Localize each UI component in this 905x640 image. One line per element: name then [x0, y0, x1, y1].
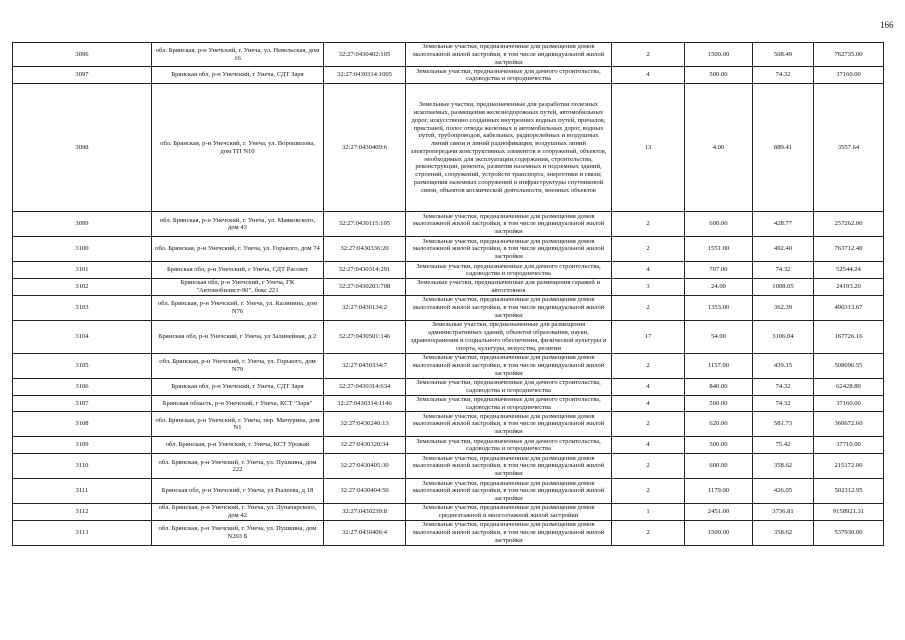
- address-cell: Брянская обл, р-н Унечский, г Унеча, СДТ Заря: [152, 67, 324, 84]
- table-row: [13, 67, 884, 84]
- page-number: 166: [880, 20, 894, 30]
- use-group-cell: 4: [612, 437, 685, 454]
- table-row: [13, 378, 884, 395]
- cadastral-number-cell: 32:27:0430240:13: [324, 412, 406, 437]
- specific-value-cell: 75.42: [753, 437, 814, 454]
- area-cell: 840.00: [685, 378, 753, 395]
- address-cell: Брянская обл, р-н Унечский, г Унеча, ул Залинейная, д 2: [152, 320, 324, 353]
- specific-value-cell: 358.62: [753, 520, 814, 545]
- cadastral-value-cell: 763712.40: [814, 237, 884, 262]
- area-cell: 500.00: [685, 437, 753, 454]
- specific-value-cell: 74.32: [753, 395, 814, 412]
- area-cell: 24.00: [685, 279, 753, 296]
- specific-value-cell: 3106.04: [753, 320, 814, 353]
- specific-value-cell: 74.32: [753, 262, 814, 279]
- area-cell: 1500.00: [685, 520, 753, 545]
- use-group-cell: 4: [612, 262, 685, 279]
- use-group-cell: 17: [612, 320, 685, 353]
- specific-value-cell: 508.49: [753, 43, 814, 67]
- use-group-cell: 1: [612, 504, 685, 521]
- table-row: [13, 412, 884, 437]
- address-cell: обл. Брянская, р-н Унечский, г. Унеча, ул. Ворошилова, дом ТП N10: [152, 84, 324, 212]
- address-cell: обл. Брянская, р-н Унечский, г. Унеча, КСТ Урожай: [152, 437, 324, 454]
- use-group-cell: 2: [612, 412, 685, 437]
- table-row: [13, 320, 884, 353]
- cadastral-register-table: [12, 42, 884, 546]
- record-number-cell: 3098: [13, 84, 152, 212]
- area-cell: 1500.00: [685, 43, 753, 67]
- land-use-cell: Земельные участки, предназначенные для размещения домов малоэтажной жилой застройки, в том числе индивидуальной жилой застройки: [406, 43, 612, 67]
- table-row: [13, 504, 884, 521]
- address-cell: обл. Брянская, р-н Унечский, г. Унеча, ул. Пушкина, дом 222: [152, 454, 324, 479]
- use-group-cell: 4: [612, 378, 685, 395]
- area-cell: 620.00: [685, 412, 753, 437]
- cadastral-number-cell: 32:27:0430402:105: [324, 43, 406, 67]
- address-cell: Брянская обл, р-н Унечский, г Унеча, СДТ Рассвет: [152, 262, 324, 279]
- cadastral-number-cell: 32:27:0430314:634: [324, 378, 406, 395]
- address-cell: Брянская область, р-н Унечский, г Унеча, КСТ "Заря": [152, 395, 324, 412]
- cadastral-value-cell: 762735.00: [814, 43, 884, 67]
- table-row: [13, 479, 884, 504]
- record-number-cell: 3111: [13, 479, 152, 504]
- specific-value-cell: 1008.05: [753, 279, 814, 296]
- use-group-cell: 4: [612, 395, 685, 412]
- area-cell: 600.00: [685, 212, 753, 237]
- table-row: [13, 262, 884, 279]
- record-number-cell: 3104: [13, 320, 152, 353]
- area-cell: 1157.00: [685, 353, 753, 378]
- record-number-cell: 3100: [13, 237, 152, 262]
- table-row: [13, 395, 884, 412]
- cadastral-value-cell: 167726.16: [814, 320, 884, 353]
- use-group-cell: 3: [612, 279, 685, 296]
- specific-value-cell: 426.05: [753, 479, 814, 504]
- address-cell: Брянская обл, р-н Унечский, г Унеча, ул Рылеева, д 18: [152, 479, 324, 504]
- record-number-cell: 3110: [13, 454, 152, 479]
- cadastral-value-cell: 24193.20: [814, 279, 884, 296]
- cadastral-value-cell: 215172.00: [814, 454, 884, 479]
- table-row: [13, 353, 884, 378]
- cadastral-number-cell: 32:27:0430405:30: [324, 454, 406, 479]
- cadastral-number-cell: 32:27:0430314:291: [324, 262, 406, 279]
- specific-value-cell: 889.41: [753, 84, 814, 212]
- cadastral-number-cell: 32:27:0430314:1146: [324, 395, 406, 412]
- address-cell: Брянская обл, р-н Унечский, г Унеча, СДТ Заря: [152, 378, 324, 395]
- land-use-cell: Земельные участки, предназначенные для размещения домов малоэтажной жилой застройки, в том числе индивидуальной жилой застройки: [406, 454, 612, 479]
- register-body: [13, 43, 884, 546]
- area-cell: 707.00: [685, 262, 753, 279]
- land-use-cell: Земельные участки, предназначенные для дачного строительства, садоводства и огородничества: [406, 395, 612, 412]
- cadastral-value-cell: 62428.80: [814, 378, 884, 395]
- cadastral-value-cell: 3557.64: [814, 84, 884, 212]
- area-cell: 500.00: [685, 395, 753, 412]
- area-cell: 1353.00: [685, 295, 753, 320]
- table-row: [13, 237, 884, 262]
- address-cell: обл. Брянская, р-н Унечский, г. Унеча, ул. Невельская, дом 16: [152, 43, 324, 67]
- cadastral-value-cell: 37160.00: [814, 67, 884, 84]
- table-row: [13, 84, 884, 212]
- use-group-cell: 2: [612, 295, 685, 320]
- land-use-cell: Земельные участки, предназначенные для размещения домов малоэтажной жилой застройки, в том числе индивидуальной жилой застройки: [406, 212, 612, 237]
- land-use-cell: Земельные участки, предназначенные для дачного строительства, садоводства и огородничества: [406, 437, 612, 454]
- land-use-cell: Земельные участки, предназначенные для дачного строительства, садоводства и огородничества: [406, 67, 612, 84]
- record-number-cell: 3096: [13, 43, 152, 67]
- area-cell: 2451.00: [685, 504, 753, 521]
- land-use-cell: Земельные участки, предназначенные для размещения домов малоэтажной жилой застройки, в том числе индивидуальной жилой застройки: [406, 237, 612, 262]
- table-row: [13, 520, 884, 545]
- land-use-cell: Земельные участки, предназначенные для размещения гаражей и автостоянок: [406, 279, 612, 296]
- use-group-cell: 2: [612, 237, 685, 262]
- address-cell: обл. Брянская, р-н Унечский, г. Унеча, ул. Луначарского, дом 42: [152, 504, 324, 521]
- cadastral-value-cell: 52544.24: [814, 262, 884, 279]
- area-cell: 1179.00: [685, 479, 753, 504]
- cadastral-number-cell: 32:27:0430320:34: [324, 437, 406, 454]
- land-use-cell: Земельные участки, предназначенные для размещения домов малоэтажной жилой застройки, в том числе индивидуальной жилой застройки: [406, 520, 612, 545]
- specific-value-cell: 581.73: [753, 412, 814, 437]
- land-use-cell: Земельные участки, предназначенные для дачного строительства, садоводства и огородничества: [406, 378, 612, 395]
- cadastral-number-cell: 32:27:0430134:2: [324, 295, 406, 320]
- use-group-cell: 4: [612, 67, 685, 84]
- land-use-cell: Земельные участки, предназначенные для размещения домов малоэтажной жилой застройки, в том числе индивидуальной жилой застройки: [406, 353, 612, 378]
- land-use-cell: Земельные участки, предназначенные для размещения домов малоэтажной жилой застройки, в том числе индивидуальной жилой застройки: [406, 295, 612, 320]
- specific-value-cell: 3736.81: [753, 504, 814, 521]
- cadastral-value-cell: 502312.95: [814, 479, 884, 504]
- specific-value-cell: 74.32: [753, 378, 814, 395]
- table-row: [13, 279, 884, 296]
- address-cell: обл. Брянская, р-н Унечский, г. Унеча, пер. Мичурина, дом N1: [152, 412, 324, 437]
- record-number-cell: 3099: [13, 212, 152, 237]
- address-cell: обл. Брянская, р-н Унечский, г. Унеча, ул. Маяковского, дом 43: [152, 212, 324, 237]
- cadastral-number-cell: 32:27:0430404:50: [324, 479, 406, 504]
- use-group-cell: 2: [612, 479, 685, 504]
- cadastral-number-cell: 32:27:0430334:7: [324, 353, 406, 378]
- area-cell: 600.00: [685, 454, 753, 479]
- table-row: [13, 437, 884, 454]
- record-number-cell: 3109: [13, 437, 152, 454]
- record-number-cell: 3097: [13, 67, 152, 84]
- record-number-cell: 3112: [13, 504, 152, 521]
- use-group-cell: 2: [612, 43, 685, 67]
- record-number-cell: 3101: [13, 262, 152, 279]
- table-row: [13, 212, 884, 237]
- land-use-cell: Земельные участки, предназначенные для размещения административных зданий, объектов образования, науки, здравоохранения и социального обеспечения, физической культуры и спорта, культуры, искусства, религии: [406, 320, 612, 353]
- specific-value-cell: 428.77: [753, 212, 814, 237]
- land-use-cell: Земельные участки, предназначенные для разработки полезных ископаемых, размещения железнодорожных путей, автомобильных дорог, искусственно созданных внутренних водных путей, причалов, пристаней, полос отвода железных и автомобильных дорог, водных путей, трубопроводов, кабельных, радиорелейных и воздушных линий связи и линий радиофикации, воздушных линий электропередачи конструктивных элементов и сооружений, объектов, необходимых для эксплуатации,содержания, строительства, реконструкции, ремонта, развития наземных и подземных зданий, строений, сооружений, устройств транспорта, энергетики и связи; размещения наземных сооружений и инфраструктуры спутниковой связи, объектов космической деятельности, военных объектов: [406, 84, 612, 212]
- cadastral-value-cell: 37160.00: [814, 395, 884, 412]
- cadastral-value-cell: 257262.00: [814, 212, 884, 237]
- specific-value-cell: 74.32: [753, 67, 814, 84]
- cadastral-number-cell: 32:27:0430239:8: [324, 504, 406, 521]
- address-cell: Брянская обл, р-н Унечский, г Унеча, ГК "Автомобилист-90", бокс 221: [152, 279, 324, 296]
- use-group-cell: 2: [612, 520, 685, 545]
- use-group-cell: 2: [612, 454, 685, 479]
- record-number-cell: 3108: [13, 412, 152, 437]
- address-cell: обл. Брянская, р-н Унечский, г. Унеча, ул. Горького, дом N79: [152, 353, 324, 378]
- cadastral-value-cell: 537930.00: [814, 520, 884, 545]
- use-group-cell: 13: [612, 84, 685, 212]
- record-number-cell: 3107: [13, 395, 152, 412]
- address-cell: обл. Брянская, р-н Унечский, г. Унеча, ул. Пушкина, дом N203 Б: [152, 520, 324, 545]
- cadastral-number-cell: 32:27:0430501:146: [324, 320, 406, 353]
- cadastral-value-cell: 37710.00: [814, 437, 884, 454]
- address-cell: обл. Брянская, р-н Унечский, г. Унеча, ул. Калинина, дом N76: [152, 295, 324, 320]
- cadastral-number-cell: 32:27:0430203:708: [324, 279, 406, 296]
- use-group-cell: 2: [612, 212, 685, 237]
- specific-value-cell: 492.40: [753, 237, 814, 262]
- address-cell: обл. Брянская, р-н Унечский, г. Унеча, ул. Горького, дом 74: [152, 237, 324, 262]
- land-use-cell: Земельные участки, предназначенные для дачного строительства, садоводства и огородничества: [406, 262, 612, 279]
- specific-value-cell: 358.62: [753, 454, 814, 479]
- area-cell: 500.00: [685, 67, 753, 84]
- land-use-cell: Земельные участки, предназначенные для размещения домов среднеэтажной и многоэтажной жилой застройки: [406, 504, 612, 521]
- cadastral-value-cell: 360672.60: [814, 412, 884, 437]
- cadastral-value-cell: 490313.67: [814, 295, 884, 320]
- table-row: [13, 43, 884, 67]
- specific-value-cell: 362.39: [753, 295, 814, 320]
- cadastral-number-cell: 32:27:0430406:4: [324, 520, 406, 545]
- record-number-cell: 3106: [13, 378, 152, 395]
- cadastral-number-cell: 32:27:0430314:1005: [324, 67, 406, 84]
- use-group-cell: 2: [612, 353, 685, 378]
- cadastral-number-cell: 32:27:0430336:20: [324, 237, 406, 262]
- record-number-cell: 3102: [13, 279, 152, 296]
- land-use-cell: Земельные участки, предназначенные для размещения домов малоэтажной жилой застройки, в том числе индивидуальной жилой застройки: [406, 479, 612, 504]
- record-number-cell: 3103: [13, 295, 152, 320]
- cadastral-number-cell: 32:27:0430115:105: [324, 212, 406, 237]
- record-number-cell: 3105: [13, 353, 152, 378]
- land-use-cell: Земельные участки, предназначенные для размещения домов малоэтажной жилой застройки, в том числе индивидуальной жилой застройки: [406, 412, 612, 437]
- record-number-cell: 3113: [13, 520, 152, 545]
- table-row: [13, 295, 884, 320]
- cadastral-value-cell: 508096.55: [814, 353, 884, 378]
- cadastral-number-cell: 32:27:0430409:6: [324, 84, 406, 212]
- specific-value-cell: 439.15: [753, 353, 814, 378]
- table-row: [13, 454, 884, 479]
- area-cell: 4.00: [685, 84, 753, 212]
- cadastral-value-cell: 9158921.31: [814, 504, 884, 521]
- area-cell: 54.00: [685, 320, 753, 353]
- area-cell: 1551.00: [685, 237, 753, 262]
